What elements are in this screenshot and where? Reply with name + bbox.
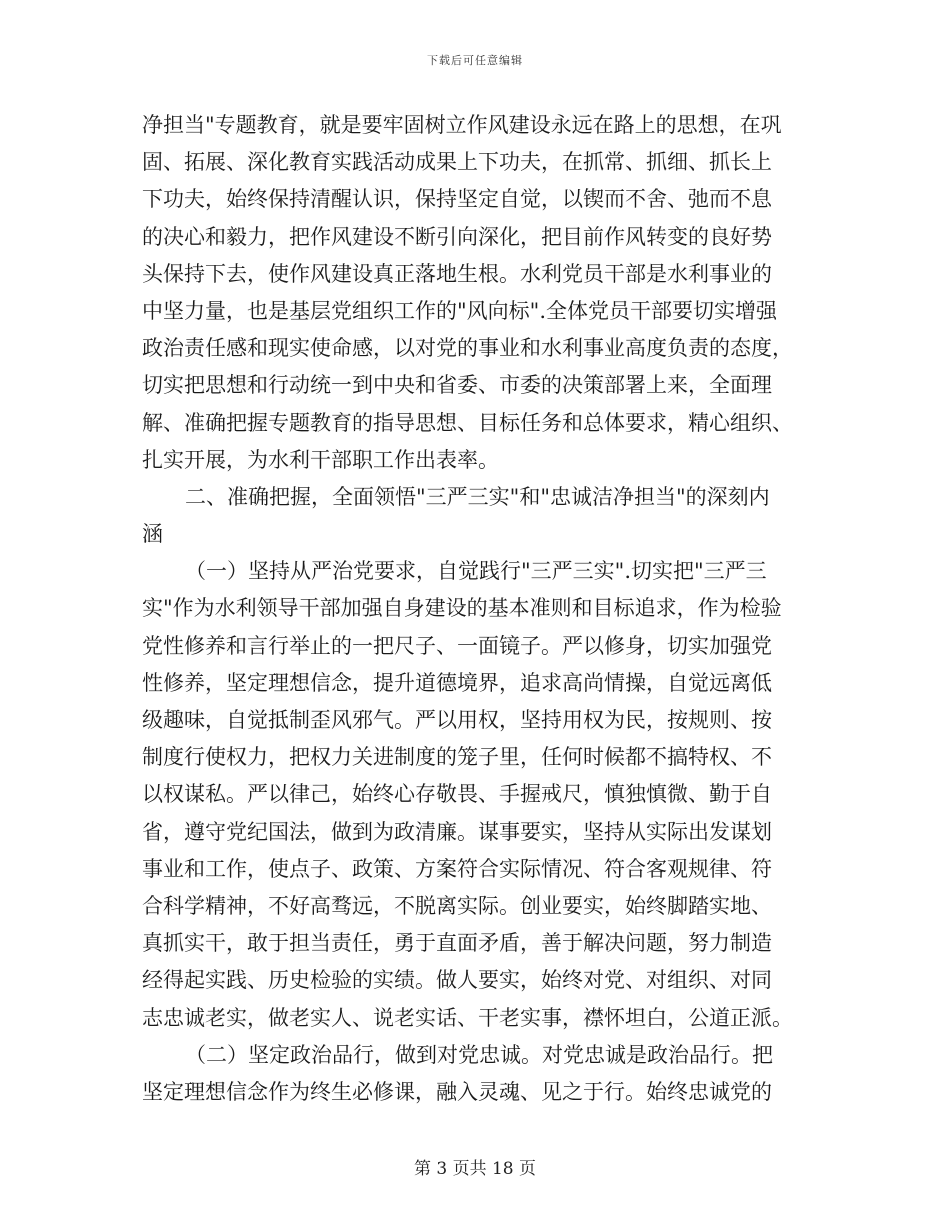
section-heading-continued: 涵 [142, 522, 163, 547]
page-number: 第 3 页共 18 页 [413, 1159, 537, 1179]
text-line: 解、准确把握专题教育的指导思想、目标任务和总体要求，精心组织、 [142, 410, 793, 435]
text-line: 党性修养和言行举止的一把尺子、一面镜子。严以修身，切实加强党 [142, 633, 772, 658]
text-line: （一）坚持从严治党要求，自觉践行"三严三实".切实把"三严三 [185, 559, 767, 584]
text-line: 中坚力量，也是基层党组织工作的"风向标".全体党员干部要切实增强 [142, 298, 777, 323]
text-line: 性修养，坚定理想信念，提升道德境界，追求高尚情操，自觉远离低 [142, 670, 772, 695]
text-line: 固、拓展、深化教育实践活动成果上下功夫，在抓常、抓细、抓长上 [142, 150, 772, 175]
text-line: 制度行使权力，把权力关进制度的笼子里，任何时候都不搞特权、不 [142, 745, 772, 770]
text-line: 扎实开展，为水利干部职工作出表率。 [142, 447, 499, 472]
text-line: 级趣味，自觉抵制歪风邪气。严以用权，坚持用权为民，按规则、按 [142, 708, 772, 732]
text-line: 的决心和毅力，把作风建设不断引向深化，把目前作风转变的良好势 [142, 224, 772, 249]
text-line: 合科学精神，不好高骛远，不脱离实际。创业要实，始终脚踏实地、 [142, 893, 772, 918]
text-line: 事业和工作，使点子、政策、方案符合实际情况、符合客观规律、符 [142, 856, 772, 881]
text-line: 下功夫，始终保持清醒认识，保持坚定自觉，以锲而不舍、弛而不息 [142, 187, 772, 212]
body-text [142, 107, 810, 1111]
text-line: 切实把思想和行动统一到中央和省委、市委的决策部署上来，全面理 [142, 373, 772, 398]
text-line: 经得起实践、历史检验的实绩。做人要实，始终对党、对组织、对同 [142, 968, 772, 993]
page-header: 下载后可任意编辑 [427, 54, 523, 67]
text-line: 志忠诚老实，做老实人、说老实话、干老实事，襟怀坦白，公道正派。 [142, 1005, 793, 1030]
text-line: 政治责任感和现实使命感，以对党的事业和水利事业高度负责的态度， [142, 336, 793, 361]
text-line: 净担当"专题教育，就是要牢固树立作风建设永远在路上的思想，在巩 [142, 113, 782, 137]
text-line: 以权谋私。严以律己，始终心存敬畏、手握戒尺，慎独慎微、勤于自 [142, 782, 772, 807]
text-line: （二）坚定政治品行，做到对党忠诚。对党忠诚是政治品行。把 [185, 1042, 773, 1067]
text-line: 省，遵守党纪国法，做到为政清廉。谋事要实，坚持从实际出发谋划 [142, 819, 772, 844]
text-line: 坚定理想信念作为终生必修课，融入灵魂、见之于行。始终忠诚党的 [142, 1079, 772, 1104]
text-line: 真抓实干，敢于担当责任，勇于直面矛盾，善于解决问题，努力制造 [142, 931, 772, 956]
section-heading: 二、准确把握，全面领悟"三严三实"和"忠诚洁净担当"的深刻内 [185, 484, 770, 509]
text-line: 实"作为水利领导干部加强自身建设的基本准则和目标追求，作为检验 [142, 596, 782, 621]
text-line: 头保持下去，使作风建设真正落地生根。水利党员干部是水利事业的 [142, 261, 772, 286]
